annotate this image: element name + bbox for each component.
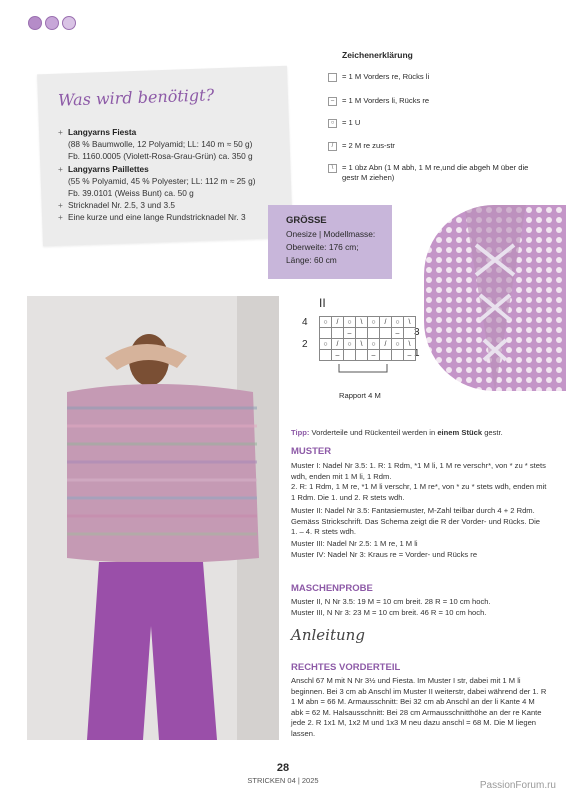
needs-title: Was wird benötigt? [57, 85, 215, 110]
muster-paragraph: Muster III: Nadel Nr 2.5: 1 M re, 1 M li [291, 539, 418, 548]
needs-list [58, 126, 278, 224]
k2tog-symbol-icon: / [328, 142, 337, 151]
yarn-icon [62, 16, 76, 30]
legend-title: Zeichenerklärung [342, 50, 413, 60]
watermark: PassionForum.ru [479, 780, 556, 791]
size-title: GRÖSSE [286, 215, 327, 226]
purl-symbol-icon: – [328, 97, 337, 106]
list-item: + Langyarns Paillettes [58, 163, 278, 175]
knitting-chart: ○ / ○ \ ○ / ○ \ – – ○ / ○ \ ○ / ○ \ – – – [319, 316, 416, 361]
model-photo [27, 296, 279, 740]
skp-symbol-icon: \ [328, 164, 337, 173]
muster-paragraph: Muster IV: Nadel Nr 3: Kraus re = Vorder- und Rücks re [291, 550, 478, 559]
probe-heading: MASCHENPROBE [291, 583, 373, 594]
yarn-icon [28, 16, 42, 30]
size-box [268, 205, 392, 279]
list-item: (55 % Polyamid, 45 % Polyester; LL: 112 m ≈ 25 g) [68, 175, 256, 186]
row-number: 2 [302, 339, 308, 350]
yarn-icon [45, 16, 59, 30]
rapport-bracket [319, 362, 409, 378]
tip-paragraph: Tipp: Vorderteile und Rückenteil werden in einem Stück gestr. [291, 428, 503, 437]
muster-paragraph: Muster II: Nadel Nr 3.5: Fantasiemuster, M-Zahl teilbar durch 4 + 2 Rdm. Gemäss Strickschrift. Das Schema zeigt die R der Vorder- und Rücks. Die 1. – 4. R stets wdh. [291, 506, 540, 537]
size-line: Onesize | Modellmasse: [286, 229, 376, 239]
list-item: Fb. 1160.0005 (Violett-Rosa-Grau-Grün) ca. 350 g [68, 151, 253, 162]
list-item: Fb. 39.0101 (Weiss Bunt) ca. 50 g [68, 188, 194, 199]
chart-mark: II [319, 296, 326, 310]
muster-paragraph: 2. R: 1 Rdm, 1 M re, *1 M li verschr, 1 M re*, von * zu * stets wdh, enden mit 1 Rdm. Die 1. und 2. R stets wdh. [291, 482, 547, 502]
section-text: Anschl 67 M mit N Nr 3½ und Fiesta. Im Muster I str, dabei mit 1 M li beginnen. Bei 3 cm ab Anschl im Muster II weiterstr, dabei während der 1. R 1 M abn = 66 M. Armausschnitt: Bei 32 cm ab Anschl an der li Kante 4 M abk = 62 M. Halsausschnitt: Bei 28 cm Armausschnitthöhe an der re Kante jede 2. R 1x1 M, 1x2 M und 1x3 M neu dazu anschl = 68 M. Die M liegen lassen. [291, 676, 547, 738]
list-item: + Langyarns Fiesta [58, 126, 278, 138]
section-heading: RECHTES VORDERTEIL [291, 662, 401, 673]
anleitung-title: Anleitung [291, 626, 365, 644]
lace-detail-image [424, 205, 566, 391]
size-line: Oberweite: 176 cm; [286, 242, 359, 252]
model-image [27, 296, 279, 740]
detail-photo [424, 205, 566, 391]
page-number: 28 [276, 762, 290, 774]
list-item: + Eine kurze und eine lange Rundstricknadel Nr. 3 [58, 211, 278, 223]
muster-heading: MUSTER [291, 446, 332, 457]
list-item: (88 % Baumwolle, 12 Polyamid; LL: 140 m ≈ 50 g) [68, 139, 253, 150]
rapport-label: Rapport 4 M [339, 391, 381, 400]
row-number: 1 [414, 348, 420, 359]
list-item: + Stricknadel Nr. 2.5, 3 und 3.5 [58, 199, 278, 211]
yarn-over-symbol-icon: ○ [328, 119, 337, 128]
row-number: 3 [414, 327, 420, 338]
knit-symbol-icon [328, 73, 337, 82]
size-line: Länge: 60 cm [286, 255, 337, 265]
header-icons [28, 16, 79, 35]
row-number: 4 [302, 317, 308, 328]
probe-line: Muster II, N Nr 3.5: 19 M = 10 cm breit. 28 R = 10 cm hoch. [291, 597, 491, 606]
muster-paragraph: Muster I: Nadel Nr 3.5: 1. R: 1 Rdm, *1 M li, 1 M re verschr*, von * zu * stets wdh, enden mit 1 M li, 1 Rdm. [291, 461, 546, 481]
magazine-name: STRICKEN 04 | 2025 [247, 776, 319, 785]
probe-line: Muster III, N Nr 3: 23 M = 10 cm breit. 46 R = 10 cm hoch. [291, 608, 487, 617]
